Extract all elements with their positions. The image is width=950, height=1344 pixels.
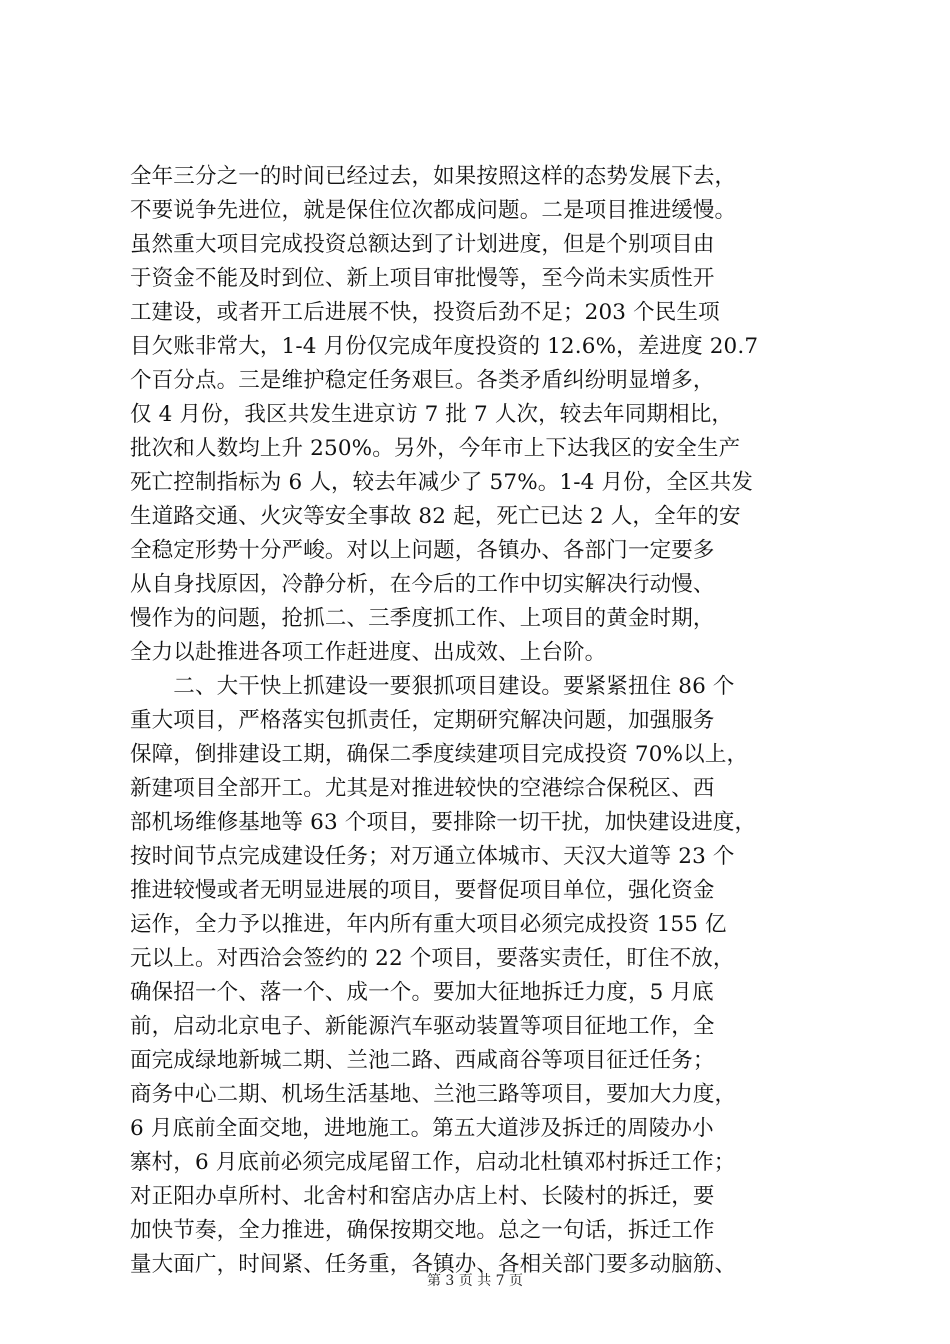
text-line: 推进较慢或者无明显进展的项目，要督促项目单位，强化资金 xyxy=(130,878,715,903)
text-line: 面完成绿地新城二期、兰池二路、西咸商谷等项目征迁任务； xyxy=(130,1048,715,1073)
text-line: 不要说争先进位，就是保住位次都成问题。二是项目推进缓慢。 xyxy=(130,198,737,223)
text-line: 寨村，6 月底前必须完成尾留工作，启动北杜镇邓村拆迁工作； xyxy=(130,1150,736,1175)
text-line: 二、大干快上抓建设一要狠抓项目建设。要紧紧扭住 86 个 xyxy=(130,674,735,699)
body-text xyxy=(130,160,830,1282)
text-line: 生道路交通、火灾等安全事故 82 起，死亡已达 2 人，全年的安 xyxy=(130,504,741,529)
text-line: 商务中心二期、机场生活基地、兰池三路等项目，要加大力度， xyxy=(130,1082,737,1107)
text-line: 批次和人数均上升 250%。另外，今年市上下达我区的安全生产 xyxy=(130,436,741,461)
text-line: 前，启动北京电子、新能源汽车驱动装置等项目征地工作，全 xyxy=(130,1014,715,1039)
text-line: 目欠账非常大，1-4 月份仅完成年度投资的 12.6%，差进度 20.7 xyxy=(130,334,759,359)
page-footer: 第 3 页 共 7 页 xyxy=(426,1273,524,1289)
text-line: 从自身找原因，冷静分析，在今后的工作中切实解决行动慢、 xyxy=(130,572,715,597)
text-line: 运作，全力予以推进，年内所有重大项目必须完成投资 155 亿 xyxy=(130,912,727,937)
text-line: 于资金不能及时到位、新上项目审批慢等，至今尚未实质性开 xyxy=(130,266,715,291)
text-line: 6 月底前全面交地，进地施工。第五大道涉及拆迁的周陵办小 xyxy=(130,1116,714,1141)
text-line: 重大项目，严格落实包抓责任，定期研究解决问题，加强服务 xyxy=(130,708,715,733)
text-line: 确保招一个、落一个、成一个。要加大征地拆迁力度，5 月底 xyxy=(130,980,714,1005)
text-line: 部机场维修基地等 63 个项目，要排除一切干扰，加快建设进度， xyxy=(130,810,757,835)
text-line: 全年三分之一的时间已经过去，如果按照这样的态势发展下去， xyxy=(130,164,737,189)
text-line: 全力以赴推进各项工作赶进度、出成效、上台阶。 xyxy=(130,640,607,665)
text-line: 加快节奏，全力推进，确保按期交地。总之一句话，拆迁工作 xyxy=(130,1218,715,1243)
text-line: 个百分点。三是维护稳定任务艰巨。各类矛盾纠纷明显增多， xyxy=(130,368,715,393)
text-line: 元以上。对西洽会签约的 22 个项目，要落实责任，盯住不放， xyxy=(130,946,735,971)
text-line: 仅 4 月份，我区共发生进京访 7 批 7 人次，较去年同期相比， xyxy=(130,402,733,427)
text-line: 量大面广，时间紧、任务重，各镇办、各相关部门要多动脑筋、 xyxy=(130,1252,737,1277)
text-line: 死亡控制指标为 6 人，较去年减少了 57%。1-4 月份，全区共发 xyxy=(130,470,754,495)
text-line: 对正阳办卓所村、北舍村和窑店办店上村、长陵村的拆迁，要 xyxy=(130,1184,715,1209)
text-line: 慢作为的问题，抢抓二、三季度抓工作、上项目的黄金时期， xyxy=(130,606,715,631)
text-line: 保障，倒排建设工期，确保二季度续建项目完成投资 70%以上， xyxy=(130,742,749,767)
text-line: 按时间节点完成建设任务；对万通立体城市、天汉大道等 23 个 xyxy=(130,844,735,869)
text-line: 工建设，或者开工后进展不快，投资后劲不足；203 个民生项 xyxy=(130,300,720,325)
text-line: 全稳定形势十分严峻。对以上问题，各镇办、各部门一定要多 xyxy=(130,538,715,563)
text-line: 虽然重大项目完成投资总额达到了计划进度，但是个别项目由 xyxy=(130,232,715,257)
text-line: 新建项目全部开工。尤其是对推进较快的空港综合保税区、西 xyxy=(130,776,715,801)
